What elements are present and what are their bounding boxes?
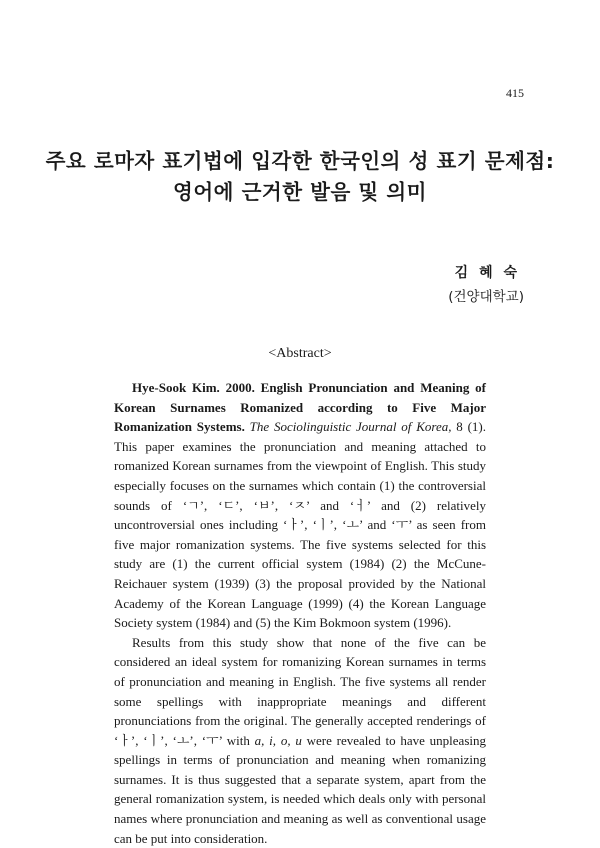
citation-volume: 8 (1). <box>451 419 487 435</box>
paper-title <box>0 146 600 208</box>
abstract-p2-end: were revealed to have unpleasing spellings in terms of pronunciation and meaning when romanizing surnames. It is thus suggested that a separate system, apart from the general romanization system, is needed which deals only with personal names where pronunciation and meaning as well as conventional usage can be put into consideration. <box>114 732 486 846</box>
author-affiliation: (건양대학교) <box>448 289 524 305</box>
citation-title: Hye-Sook Kim. 2000. English Pronunciation and Meaning of Korean Surnames Romanized according to Five Major Romanization Systems. <box>114 380 486 435</box>
abstract-p2-start: Results from this study show that none of the five can be considered an ideal system for romanizing Korean surnames in terms of pronunciation and meaning in English. The five systems all render some spellings with inappropriate meanings and different pronunciations from the original. The generally accepted renderings of ‘ㅏ’, ‘ㅣ’, ‘ㅗ’, ‘ㅜ’ with <box>114 634 486 748</box>
page-number: 415 <box>506 86 524 100</box>
vowel-letters: a, i, o, u <box>254 732 302 748</box>
author-name: 김 혜 숙 <box>454 265 520 281</box>
abstract-paragraph-2 <box>114 633 486 848</box>
abstract-p1-body: This paper examines the pronunciation and meaning attached to romanized Korean surnames from the viewpoint of English. This study especially focuses on the surnames which contain (1) the controversial sounds of ‘ㄱ’, ‘ㄷ’, ‘ㅂ’, ‘ㅈ’ and ‘ㅓ’ and (2) relatively uncontroversial ones including ‘ㅏ’, ‘ㅣ’, ‘ㅗ’ and ‘ㅜ’ as seen from five major romanization systems. The five systems selected for this study are (1) the current official system (1984) (2) the McCune-Reichauer system (1939) (3) the proposal provided by the National Academy of the Korean Language (1999) (4) the Korean Language Society system (1984) and (5) the Kim Bokmoon system (1996). <box>114 438 486 631</box>
abstract-heading: <Abstract> <box>268 346 332 361</box>
journal-name: The Sociolinguistic Journal of Korea, <box>249 419 452 435</box>
abstract-body <box>114 378 486 848</box>
title-line-1: 주요 로마자 표기법에 입각한 한국인의 성 표기 문제점: <box>45 149 555 173</box>
title-line-2: 영어에 근거한 발음 및 의미 <box>173 180 427 204</box>
abstract-paragraph-1 <box>114 378 486 633</box>
